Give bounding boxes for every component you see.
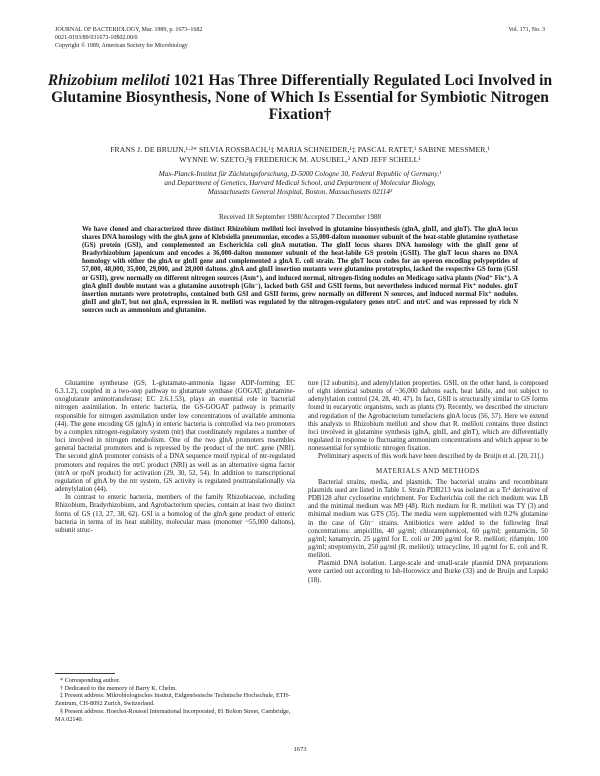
running-header (55, 26, 202, 50)
body-paragraph: Glutamine synthetase (GS; L-glutamate-ammonia ligase ADP-forming; EC 6.3.1.2), coupled in a two-step pathway to glutamate synthase (GOGAT; glutamine-oxoglutarate aminotransferase; EC 2.6.1.53), plays an essential role in bacterial nitrogen assimilation. In enteric bacteria, the GS-GOGAT pathway is primarily responsible for nitrogen assimilation under low concentrations of available ammonia (44). The gene encoding GS (glnA) in enteric bacteria is controlled via two promoters by a complex nitrogen-regulatory system (ntr) that coordinately regulates a number of loci involved in nitrogen metabolism. One of the two glnA promoters resembles general bacterial promoters and is repressed by the product of the ntrC gene (NRI). The second glnA promoter consists of a DNA sequence motif typical of ntr-regulated promoters and requires the ntrC product (NRI) as well as an alternative sigma factor (ntrA or rpoN product) for activation (29, 30, 52, 54). In addition to transcriptional regulation of glnA by the ntr system, GS activity is regulated posttranslationally via adenylylation (44). (55, 380, 295, 494)
author-list (40, 145, 560, 164)
footnote: § Present address: Hoechst-Roussel International Incorporated, 81 Bolton Street, Cambridge, MA 02140. (55, 707, 291, 723)
affiliation-line: and Department of Genetics, Harvard Medical School, and Department of Molecular Biology, (164, 179, 436, 187)
issn-line: 0021-9193/89/031673-10$02.00/0 (55, 35, 138, 41)
affiliation-line: Massachusetts General Hospital, Boston, Massachusetts 02114² (207, 188, 393, 196)
footnotes (55, 677, 295, 723)
footnote-rule (55, 673, 115, 674)
body-right-column (308, 380, 548, 585)
section-heading: MATERIALS AND METHODS (376, 466, 480, 475)
affiliation-line: Max-Planck-Institut für Züchtungsforschung, D-5000 Cologne 30, Federal Republic of Germany,¹ (158, 170, 442, 178)
body-paragraph: ture (12 subunits), and adenylylation properties. GSII, on the other hand, is composed of eight identical subunits of ~36,000 daltons each, heat labile, and not subject to adenylylation control (24, 28, 40, 47). In fact, GSII is structurally similar to GS forms found in eucaryotic organisms, such as plants (9). Recently, we described the structure and regulation of the Agrobacterium tumefaciens glnA locus (56, 57). Here we extend this analysis to Rhizobium meliloti and show that R. meliloti contains three distinct loci involved in glutamine synthesis (glnA, glnII, and glnT), which are differentially regulated in response to fluctuating ammonium concentrations and which appear to be nonessential for symbiotic nitrogen fixation. (308, 380, 548, 453)
title-organism: Rhizobium meliloti (47, 72, 170, 89)
body-paragraph: Preliminary aspects of this work have been described by de Bruijn et al. [20, 21].) (318, 453, 544, 461)
body-left-column (55, 380, 295, 535)
footnote: ‡ Present address: Mikrobiologisches Institut, Eidgenössische Technische Hochschule, ETH-Zentrum, CH-8092 Zurich, Switzerland. (55, 692, 291, 708)
methods-paragraph: Bacterial strains, media, and plasmids. The bacterial strains and recombinant plasmids used are listed in Table 1. Strain PDB213 was isolated as a Tc¹ derivative of PDB128 after cycloserine enrichment. For Escherichia coli the rich medium was LB and the minimal medium was M9 (48). Rich medium for R. meliloti was TY (3) and minimal medium was GTS (35). The media were supplemented with 0.2% glutamine in the case of Gln⁻ strains. Antibiotics were added to the following final concentrations: ampicillin, 40 μg/ml; chloramphenicol, 60 μg/ml; gentamicin, 50 μg/ml; kanamycin, 25 μg/ml for E. coli or 200 μg/ml for R. meliloti; rifampin, 100 μg/ml; streptomycin, 250 μg/ml (R. meliloti); tetracycline, 10 μg/ml for E. coli and R. meliloti. (308, 478, 548, 560)
footnote: † Dedicated to the memory of Barry K. Chelm. (60, 684, 177, 692)
author-line: FRANS J. DE BRUIJN,¹·²* SILVIA ROSSBACH,¹‡ MARIA SCHNEIDER,¹‡ PASCAL RATET,¹ SABINE MESSMER,¹ (110, 145, 490, 154)
affiliations (50, 170, 550, 197)
volume-info: Vol. 171, No. 3 (508, 27, 545, 33)
title-rest: 1021 Has Three Differentially Regulated Loci Involved in Glutamine Biosynthesis, None of Which Is Essential for Symbiotic Nitrogen Fixation† (51, 72, 553, 123)
abstract: We have cloned and characterized three distinct Rhizobium meliloti loci involved in glutamine biosynthesis (glnA, glnII, and glnT). The glnA locus shares DNA homology with the glnA gene of Klebsiella pneumoniae, encodes a 55,000-dalton monomer subunit of the heat-stable glutamine synthetase (GS) protein (GSI), and complemented an Escherichia coli glnA mutation. The glnII locus shares DNA homology with the glnII gene of Bradyrhizobium japonicum and encodes a 36,000-dalton monomer subunit of the heat-labile GS protein (GSII). The glnT locus shares no DNA homology with either the glnA or glnII gene and complemented a glnA E. coli strain. The glnT locus codes for an operon encoding polypeptides of 57,000, 48,000, 35,000, 29,000, and 28,000 daltons. glnA and glnII insertion mutants were glutamine prototrophs, lacked the respective GS form (GSI or GSII), grew normally on different nitrogen sources (Asm⁺), and induced normal, nitrogen-fixing nodules on Medicago sativa plants (Nod⁺ Fix⁺). A glnA glnII double mutant was a glutamine auxotroph (Gln⁻), lacked both GSI and GSII forms, but nevertheless induced normal Fix⁺ nodules. glnT insertion mutants were prototrophs, contained both GSI and GSII forms, grew normally on different N sources, and induced normal Fix⁺ nodules. glnII and glnT, but not glnA, expression in R. meliloti was regulated by the nitrogen-regulatory genes ntrC and ntrC and was repressed by rich N sources such as ammonium and glutamine. (82, 226, 518, 314)
journal-line: JOURNAL OF BACTERIOLOGY, Mar. 1989, p. 1673–1682 (55, 27, 203, 33)
article-title (40, 72, 560, 123)
body-paragraph: In contrast to enteric bacteria, members of the family Rhizobiaceae, including Rhizobium, Bradyrhizobium, and Agrobacterium species, contain at least two distinct forms of GS (13, 27, 38, 62). GSI is a homolog of the glnA gene product of enteric bacteria in terms of its heat stability, molecular mass (monomer ~55,000 daltons), subunit struc- (55, 494, 295, 534)
methods-paragraph: Plasmid DNA isolation. Large-scale and small-scale plasmid DNA preparations were carried out according to Ish-Horowicz and Burke (33) and de Bruijn and Lupski (18). (308, 560, 548, 584)
copyright-line: Copyright © 1989, American Society for Microbiology (55, 43, 188, 49)
page-number: 1673 (293, 746, 307, 753)
author-line: WYNNE W. SZETO,²§ FREDERICK M. AUSUBEL,² AND JEFF SCHELL¹ (179, 154, 421, 164)
footnote: * Corresponding author. (60, 677, 120, 684)
received-dates: Received 18 September 1988/Accepted 7 December 1988 (218, 213, 382, 221)
